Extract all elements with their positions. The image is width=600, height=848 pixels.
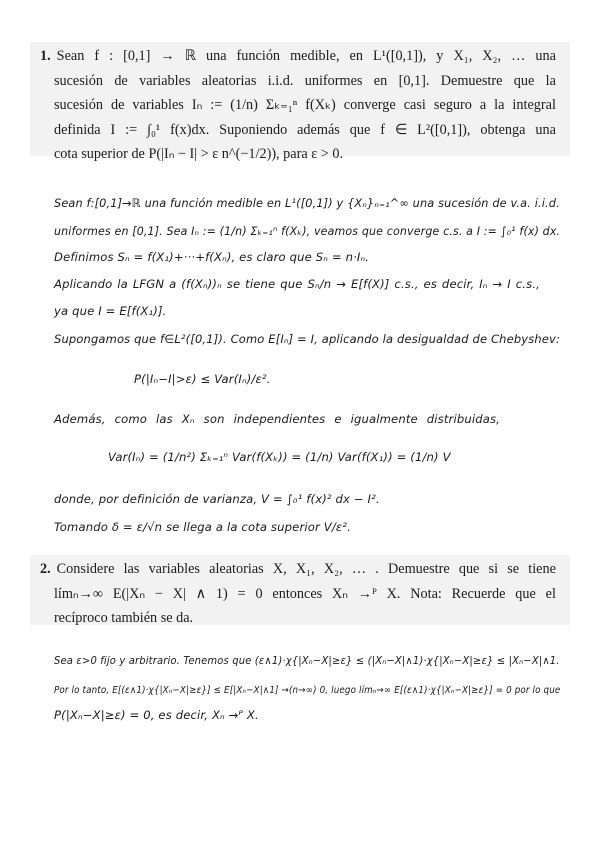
solution-1-line-3: Definimos Sₙ = f(X₁)+···+f(Xₙ), es claro que Sₙ = n·Iₙ. — [54, 250, 370, 264]
problem-1-statement — [30, 42, 570, 162]
solution-1-line-10: donde, por definición de varianza, V = ∫₀¹ f(x)² dx − I². — [54, 492, 380, 506]
problem-1-line-2: sucesión de variables aleatorias i.i.d. uniformes en [0,1]. Demuestre que la — [53, 72, 556, 89]
problem-1-number: 1. — [40, 48, 51, 64]
solution-2-line-2: Por lo tanto, E[(ε∧1)·χ{|Xₙ−X|≥ε}] ≤ E[|Xₙ−X|∧1] →(n→∞) 0, luego límₙ→∞ E[(ε∧1)·χ{|Xₙ−X|≥ε}] = 0 por lo que — [54, 685, 561, 696]
problem-2-statement — [30, 555, 570, 625]
problem-2-text-1: Considere las variables aleatorias X, X₁, X₂, … . Demuestre que si se tiene — [56, 561, 556, 577]
solution-1-line-8: Además, como las Xₙ son independientes e igualmente distribuidas, — [54, 412, 500, 426]
problem-2-line-1 — [40, 557, 556, 582]
problem-1-line-3: sucesión de variables Iₙ := (1/n) Σₖ₌₁ⁿ f(Xₖ) converge casi seguro a la integral — [53, 97, 556, 113]
solution-1-variance-equation: Var(Iₙ) = (1/n²) Σₖ₌₁ⁿ Var(f(Xₖ)) = (1/n) Var(f(X₁)) = (1/n) V — [108, 450, 451, 464]
problem-1-line-1 — [40, 44, 556, 69]
problem-1-line-4: definida I := ∫₀¹ f(x)dx. Suponiendo además que f ∈ L²([0,1]), obtenga una — [53, 121, 556, 138]
problem-1-text-1: Sean f : [0,1] → ℝ una función medible, en L¹([0,1]), y X₁, X₂, … una — [56, 48, 556, 64]
problem-2-line-3: recíproco también se da. — [53, 610, 194, 626]
solution-2-line-1: Sea ε>0 fijo y arbitrario. Tenemos que (ε∧1)·χ{|Xₙ−X|≥ε} ≤ (|Xₙ−X|∧1)·χ{|Xₙ−X|≥ε} ≤ |Xₙ−X|∧1. — [54, 655, 560, 667]
solution-1-line-6: Supongamos que f∈L²([0,1]). Como E[Iₙ] = I, aplicando la desigualdad de Chebyshev: — [54, 332, 561, 346]
problem-1-line-5: cota superior de P(|Iₙ − I| > ε n^(−1/2)), para ε > 0. — [53, 146, 344, 162]
solution-1-line-11: Tomando δ = ε/√n se llega a la cota superior V/ε². — [54, 520, 351, 534]
solution-1-line-5: ya que I = E[f(X₁)]. — [54, 304, 167, 318]
solution-1-line-4: Aplicando la LFGN a (f(Xₙ))ₙ se tiene que Sₙ/n → E[f(X)] c.s., es decir, Iₙ → I c.s., — [54, 277, 540, 291]
solution-1-line-2: uniformes en [0,1]. Sea Iₙ := (1/n) Σₖ₌₁ⁿ f(Xₖ), veamos que converge c.s. a I := ∫₀¹ f(x) dx. — [54, 224, 561, 238]
solution-1-line-1: Sean f:[0,1]→ℝ una función medible en L¹([0,1]) y {Xₙ}ₙ₌₁^∞ una sucesión de v.a. i.i.d. — [54, 196, 560, 210]
problem-2-line-2: límₙ→∞ E(|Xₙ − X| ∧ 1) = 0 entonces Xₙ →ᴾ X. Nota: Recuerde que el — [53, 585, 556, 602]
solution-1-chebyshev-equation: P(|Iₙ−I|>ε) ≤ Var(Iₙ)/ε². — [134, 372, 271, 386]
solution-2-line-3: P(|Xₙ−X|≥ε) = 0, es decir, Xₙ →ᴾ X. — [54, 708, 259, 722]
problem-2-number: 2. — [40, 561, 51, 577]
